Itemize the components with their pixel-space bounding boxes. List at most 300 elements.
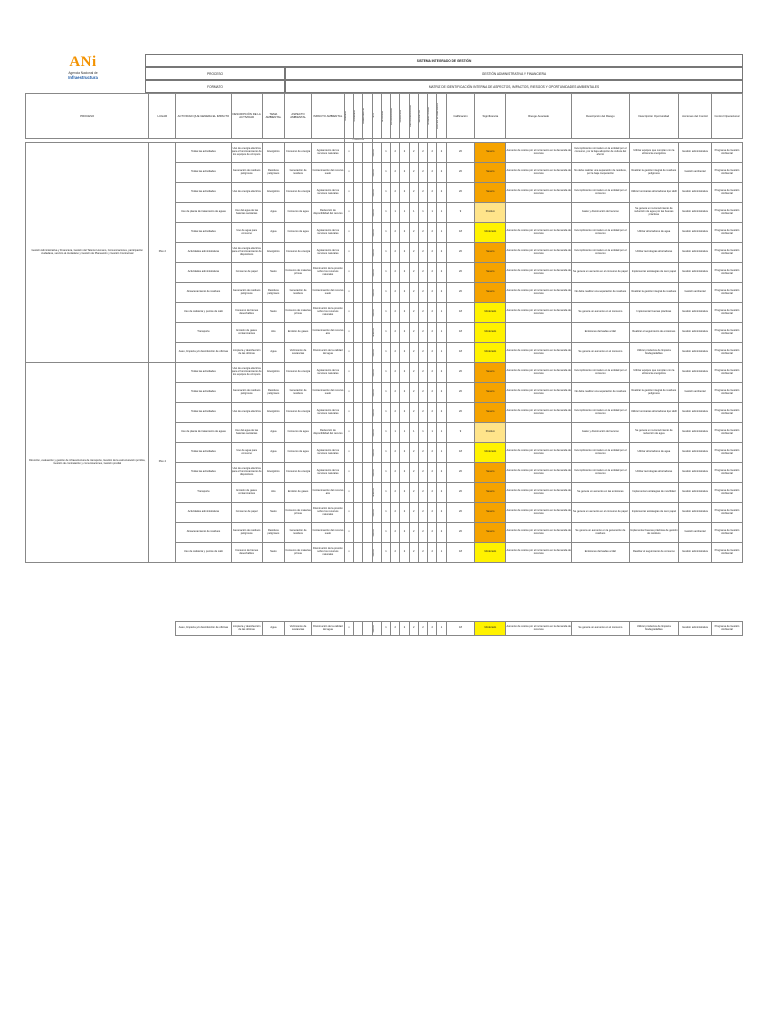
control-cell: Programa de Gestión Ambiental [711, 303, 742, 323]
responsable-cell: Gestión ambiental [679, 283, 712, 303]
control-cell: Programa de Gestión Ambiental [711, 543, 742, 563]
tipo-cell: Directo [372, 183, 381, 203]
responsable-cell: Gestión administrativa [679, 363, 712, 383]
aspect-cell: Consumo de materias primas [285, 263, 312, 283]
riesgo-cell [506, 323, 572, 343]
tipo-cell: Directo [372, 343, 381, 363]
score-cell: 2 [418, 443, 427, 463]
aspect-cell: Consumo de materias primas [285, 303, 312, 323]
score-cell: 2 [400, 163, 409, 183]
score-cell: 2 [400, 483, 409, 503]
tipo-cell: Directo [372, 503, 381, 523]
activity-cell: Todas las actividades [176, 443, 232, 463]
significancia-cell: Severo [475, 383, 506, 403]
riesgo-cell: Aumento de costos por el incremento en la demanda de recursos [506, 163, 572, 183]
calificacion-cell: 9 [446, 203, 475, 223]
normal-cell: x [344, 483, 353, 503]
score-cell: 2 [428, 223, 437, 243]
normal-cell: x [344, 243, 353, 263]
responsable-cell: Gestión ambiental [679, 163, 712, 183]
activity-cell: Transporte [176, 323, 232, 343]
desc-oportunidad-cell: Realizar la gestión integral de residuos [629, 283, 678, 303]
theme-cell: Agua [262, 443, 285, 463]
anormal-cell [354, 303, 363, 323]
emergencia-cell [363, 183, 372, 203]
col-tema: TEMA AMBIENTAL [262, 94, 285, 139]
score-cell: 2 [409, 223, 418, 243]
normal-cell: x [344, 143, 353, 163]
score-cell: 2 [418, 343, 427, 363]
score-cell: 2 [409, 323, 418, 343]
significancia-cell: Severo [475, 283, 506, 303]
theme-cell: Energético [262, 363, 285, 383]
emergencia-cell [363, 383, 372, 403]
desc-riesgo-cell: No debe realizar una separación de residuos [572, 283, 630, 303]
description-cell: Emisión de gases contaminantes [231, 323, 262, 343]
score-cell: 2 [428, 363, 437, 383]
calificacion-cell: 20 [446, 163, 475, 183]
score-cell: 2 [391, 283, 400, 303]
desc-riesgo-cell: Incumplimiento normativo en la entidad por el consumo [572, 463, 630, 483]
col-alcance: ALCANCE [381, 94, 390, 139]
anormal-cell [354, 403, 363, 423]
calificacion-cell: 18 [446, 303, 475, 323]
col-duracion: DURACIÓN [400, 94, 409, 139]
calificacion-cell: 20 [446, 383, 475, 403]
score-cell: 1 [437, 303, 446, 323]
anormal-cell [354, 523, 363, 543]
score-cell: 2 [418, 163, 427, 183]
aspect-cell: Consumo de energía [285, 463, 312, 483]
description-cell: Consumo de bienes desechables [231, 543, 262, 563]
score-cell: 1 [391, 423, 400, 443]
activity-cell: Actividades administrativas [176, 263, 232, 283]
emergencia-cell [363, 403, 372, 423]
score-cell: 2 [428, 323, 437, 343]
impact-cell: Reducción de disponibilidad del recurso [311, 423, 344, 443]
score-cell: 2 [409, 483, 418, 503]
impact-cell: Agotamiento de los recursos naturales [311, 183, 344, 203]
riesgo-cell: Aumento de costos por el incremento en la demanda de recursos [506, 543, 572, 563]
logo-mark: ANi [69, 54, 97, 70]
col-aspecto: ASPECTO AMBIENTAL [285, 94, 312, 139]
desc-riesgo-cell: Emisiones derivadas a GEI [572, 323, 630, 343]
score-cell: 1 [418, 203, 427, 223]
theme-cell: Agua [262, 423, 285, 443]
aspect-cell: Vertimiento de sustancias [285, 622, 312, 636]
control-cell: Programa de Gestión Ambiental [711, 163, 742, 183]
emergencia-cell [363, 503, 372, 523]
responsable-cell: Gestión administrativa [679, 503, 712, 523]
theme-cell: Energético [262, 463, 285, 483]
desc-riesgo-cell: Incumplimiento normativo en la entidad por el consumo [572, 223, 630, 243]
description-cell: Consumo de bienes desechables [231, 303, 262, 323]
col-control: Control Operacional [711, 94, 742, 139]
score-cell: 2 [437, 383, 446, 403]
score-cell: 2 [437, 163, 446, 183]
impact-cell: Disminución de la presión sobre los recursos naturales [311, 263, 344, 283]
col-normatividad: NORMATIVIDAD [428, 94, 437, 139]
score-cell: 2 [437, 463, 446, 483]
normal-cell: x [344, 263, 353, 283]
score-cell: 2 [400, 543, 409, 563]
riesgo-cell [506, 423, 572, 443]
desc-oportunidad-cell: Utilizar equipos que cumplan con la eficiencia energética [629, 363, 678, 383]
score-cell: 2 [409, 543, 418, 563]
score-cell: 2 [418, 523, 427, 543]
desc-riesgo-cell: Se genera un aumento en las emisiones [572, 483, 630, 503]
desc-riesgo-cell: Incumplimiento normativo en la entidad por el consumo, por la baja adopción de cultura del ahorro [572, 143, 630, 163]
score-cell: 2 [418, 183, 427, 203]
score-cell: 2 [437, 403, 446, 423]
aspect-cell: Consumo de materias primas [285, 543, 312, 563]
emergencia-cell [363, 303, 372, 323]
score-cell: 2 [391, 463, 400, 483]
score-cell: 2 [409, 283, 418, 303]
calificacion-cell: 9 [446, 423, 475, 443]
score-cell: 2 [418, 263, 427, 283]
significancia-cell: Severo [475, 363, 506, 383]
description-cell: Uso de agua para consumo [231, 223, 262, 243]
impact-cell: Contaminación del recurso suelo [311, 383, 344, 403]
score-cell: 2 [400, 183, 409, 203]
desc-riesgo-cell: Se genera un aumento en la generación de residuos [572, 523, 630, 543]
score-cell: 2 [418, 223, 427, 243]
desc-riesgo-cell: Gasto y disminución del recurso [572, 203, 630, 223]
aspect-cell: Consumo de agua [285, 423, 312, 443]
normal-cell: x [344, 622, 353, 636]
description-cell: Emisión de gases contaminantes [231, 483, 262, 503]
score-cell: 1 [400, 423, 409, 443]
responsable-cell: Gestión administrativa [679, 343, 712, 363]
responsable-cell: Gestión administrativa [679, 263, 712, 283]
activity-cell: Uso de planta de tratamiento de aguas [176, 203, 232, 223]
anormal-cell [354, 383, 363, 403]
score-cell: 2 [391, 543, 400, 563]
score-cell: 2 [418, 363, 427, 383]
description-cell: Uso de agua para consumo [231, 443, 262, 463]
aspect-cell: Consumo de energía [285, 363, 312, 383]
score-cell: 2 [418, 483, 427, 503]
desc-oportunidad-cell: Utilizar tecnologías ahorradoras [629, 463, 678, 483]
tipo-cell: Directo [372, 622, 381, 636]
format-value: MATRIZ DE IDENTIFICACIÓN INTERNA DE ASPECTOS, IMPACTOS, RIESGOS Y OPORTUNIDADES AMBIENTALES [285, 80, 743, 93]
score-cell: 1 [381, 383, 390, 403]
score-cell: 1 [418, 423, 427, 443]
description-cell: Uso de energía eléctrica para el funcionamiento de dispositivos [231, 243, 262, 263]
significancia-cell: Moderado [475, 443, 506, 463]
col-desc-oportunidad: Descripción Oportunidad [629, 94, 678, 139]
theme-cell: Agua [262, 223, 285, 243]
score-cell: 2 [391, 343, 400, 363]
score-cell: 2 [437, 483, 446, 503]
aspects-matrix-table [25, 93, 743, 636]
score-cell: 2 [409, 523, 418, 543]
desc-riesgo-cell: Se genera un aumento en el consumo de papel [572, 263, 630, 283]
calificacion-cell: 18 [446, 443, 475, 463]
impact-cell: Contaminación del recurso aire [311, 323, 344, 343]
anormal-cell [354, 423, 363, 443]
aspect-cell: Consumo de energía [285, 143, 312, 163]
activity-cell: Actividades administrativas [176, 243, 232, 263]
impact-cell: Agotamiento de los recursos naturales [311, 363, 344, 383]
score-cell: 2 [409, 143, 418, 163]
calificacion-cell: 18 [446, 622, 475, 636]
score-cell: 2 [400, 223, 409, 243]
logo-line-2: Infraestructura [68, 75, 98, 80]
tipo-cell: Directo [372, 363, 381, 383]
aspect-cell: Consumo de energía [285, 403, 312, 423]
score-cell: 1 [381, 543, 390, 563]
score-cell: 1 [381, 163, 390, 183]
riesgo-cell: Aumento de costos por el incremento en la demanda de recursos [506, 622, 572, 636]
significancia-cell: Positivo [475, 203, 506, 223]
score-cell: 2 [391, 523, 400, 543]
score-cell: 2 [391, 143, 400, 163]
activity-cell: Uso de cafetería y puntos de café [176, 303, 232, 323]
theme-cell: Energético [262, 183, 285, 203]
aspect-cell: Consumo de agua [285, 203, 312, 223]
col-desc-riesgo: Descripción del Riesgo [572, 94, 630, 139]
control-cell: Programa de Gestión Ambiental [711, 403, 742, 423]
emergencia-cell [363, 343, 372, 363]
calificacion-cell: 20 [446, 243, 475, 263]
tipo-cell: Directo [372, 303, 381, 323]
anormal-cell [354, 463, 363, 483]
desc-oportunidad-cell: Utilizar luminarias ahorradoras tipo LED [629, 403, 678, 423]
significancia-cell: Severo [475, 503, 506, 523]
score-cell: 2 [418, 303, 427, 323]
anormal-cell [354, 203, 363, 223]
score-cell: 2 [391, 622, 400, 636]
responsable-cell: Gestión administrativa [679, 223, 712, 243]
riesgo-cell: Aumento de costos por el incremento en la demanda de recursos [506, 443, 572, 463]
score-cell: 1 [381, 203, 390, 223]
score-cell: 2 [391, 323, 400, 343]
control-cell: Programa de Gestión Ambiental [711, 203, 742, 223]
desc-oportunidad-cell: Realizar la gestión integral de residuos peligrosos [629, 383, 678, 403]
riesgo-cell: Aumento de costos por el incremento en la demanda de recursos [506, 363, 572, 383]
score-cell: 2 [409, 403, 418, 423]
riesgo-cell: Aumento de costos por el incremento en la demanda de recursos [506, 283, 572, 303]
riesgo-cell: Aumento de costos por el incremento en la demanda de recursos [506, 263, 572, 283]
score-cell: 2 [428, 403, 437, 423]
score-cell: 2 [428, 503, 437, 523]
calificacion-cell: 18 [446, 543, 475, 563]
emergencia-cell [363, 622, 372, 636]
score-cell: 2 [418, 283, 427, 303]
col-lugar: LUGAR [149, 94, 176, 139]
score-cell: 1 [428, 423, 437, 443]
significancia-cell: Severo [475, 263, 506, 283]
score-cell: 2 [409, 383, 418, 403]
activity-cell: Todas las actividades [176, 383, 232, 403]
responsable-cell: Gestión administrativa [679, 403, 712, 423]
impact-cell: Disminución de la presión sobre los recursos naturales [311, 303, 344, 323]
control-cell: Programa de Gestión Ambiental [711, 263, 742, 283]
score-cell: 2 [418, 243, 427, 263]
calificacion-cell: 20 [446, 483, 475, 503]
score-cell: 2 [409, 363, 418, 383]
theme-cell: Energético [262, 243, 285, 263]
score-cell: 1 [381, 323, 390, 343]
calificacion-cell: 20 [446, 183, 475, 203]
score-cell: 2 [428, 143, 437, 163]
activity-cell: Todas las actividades [176, 223, 232, 243]
impact-cell: Agotamiento de los recursos naturales [311, 403, 344, 423]
normal-cell: x [344, 383, 353, 403]
desc-riesgo-cell: Incumplimiento normativo en la entidad por el consumo [572, 243, 630, 263]
score-cell: 2 [428, 163, 437, 183]
column-header-row [26, 94, 743, 139]
description-cell: Limpieza y desinfección de las oficinas [231, 343, 262, 363]
anormal-cell [354, 323, 363, 343]
score-cell: 1 [381, 343, 390, 363]
aspect-cell: Emisión de gases [285, 323, 312, 343]
col-partes: PARTES INTERESADAS [437, 94, 446, 139]
score-cell: 2 [400, 463, 409, 483]
impact-cell: Agotamiento de los recursos naturales [311, 443, 344, 463]
anormal-cell [354, 243, 363, 263]
emergencia-cell [363, 143, 372, 163]
calificacion-cell: 20 [446, 523, 475, 543]
calificacion-cell: 20 [446, 363, 475, 383]
tipo-cell: Directo [372, 463, 381, 483]
description-cell: Consumo de papel [231, 263, 262, 283]
riesgo-cell: Aumento de costos por el incremento en la demanda de recursos [506, 383, 572, 403]
riesgo-cell: Aumento de costos por el incremento en la demanda de recursos [506, 223, 572, 243]
description-cell: Uso de energía eléctrica para el funcionamiento de los equipos de cómputo [231, 363, 262, 383]
score-cell: 2 [409, 622, 418, 636]
responsable-cell: Gestión administrativa [679, 203, 712, 223]
control-cell: Programa de Gestión Ambiental [711, 323, 742, 343]
proceso-cell: Dirección, evaluación y gestión de infraestructura de transporte, Gestión de la estructuración jurídica, Gestión de contratación y comunicaciones, Gestión predial [26, 363, 149, 563]
score-cell: 1 [437, 622, 446, 636]
score-cell: 2 [418, 323, 427, 343]
lugar-cell: Piso 2 [149, 143, 176, 363]
responsable-cell: Gestión administrativa [679, 183, 712, 203]
aspect-cell: Generación de residuos [285, 523, 312, 543]
aspect-cell: Consumo de energía [285, 183, 312, 203]
theme-cell: Suelo [262, 303, 285, 323]
calificacion-cell: 18 [446, 323, 475, 343]
tipo-cell: Indirecto [372, 323, 381, 343]
riesgo-cell: Aumento de costos por el incremento en la demanda de recursos [506, 183, 572, 203]
score-cell: 1 [381, 263, 390, 283]
description-cell: Consumo de papel [231, 503, 262, 523]
normal-cell: x [344, 443, 353, 463]
theme-cell: Suelo [262, 543, 285, 563]
score-cell: 2 [437, 523, 446, 543]
score-cell: 2 [428, 383, 437, 403]
theme-cell: Residuos peligrosos [262, 163, 285, 183]
anormal-cell [354, 283, 363, 303]
score-cell: 1 [381, 423, 390, 443]
score-cell: 1 [400, 203, 409, 223]
tipo-cell: Directo [372, 223, 381, 243]
significancia-cell: Moderado [475, 343, 506, 363]
desc-oportunidad-cell: Implementar estrategias de movilidad [629, 483, 678, 503]
col-probabilidad: PROBABILIDAD [391, 94, 400, 139]
score-cell: 1 [409, 423, 418, 443]
normal-cell: x [344, 363, 353, 383]
significancia-cell: Moderado [475, 223, 506, 243]
score-cell: 2 [391, 303, 400, 323]
desc-riesgo-cell: Incumplimiento normativo en la entidad por el consumo [572, 183, 630, 203]
score-cell: 2 [400, 363, 409, 383]
score-cell: 2 [391, 443, 400, 463]
normal-cell: x [344, 203, 353, 223]
control-cell: Programa de Gestión Ambiental [711, 243, 742, 263]
riesgo-cell: Aumento de costos por el incremento en la demanda de recursos [506, 143, 572, 163]
impact-cell: Contaminación del recurso suelo [311, 523, 344, 543]
description-cell: Uso de energía eléctrica para el funcionamiento de los equipos de cómputo [231, 143, 262, 163]
emergencia-cell [363, 483, 372, 503]
score-cell: 1 [381, 622, 390, 636]
score-cell: 2 [391, 483, 400, 503]
table-row [26, 363, 743, 383]
aspect-cell: Consumo de materias primas [285, 503, 312, 523]
score-cell: 1 [381, 223, 390, 243]
desc-oportunidad-cell: Utilizar productos de limpieza biodegradables [629, 622, 678, 636]
tipo-cell: Directo [372, 283, 381, 303]
normal-cell: x [344, 463, 353, 483]
theme-cell: Residuos peligrosos [262, 383, 285, 403]
theme-cell: Aire [262, 483, 285, 503]
col-riesgo: Riesgo Asociado [506, 94, 572, 139]
score-cell: 2 [428, 622, 437, 636]
score-cell: 2 [428, 543, 437, 563]
emergencia-cell [363, 443, 372, 463]
impact-cell: Agotamiento de los recursos naturales [311, 223, 344, 243]
control-cell: Programa de Gestión Ambiental [711, 183, 742, 203]
normal-cell: x [344, 543, 353, 563]
theme-cell: Suelo [262, 503, 285, 523]
score-cell: 1 [437, 343, 446, 363]
activity-cell: Todas las actividades [176, 183, 232, 203]
score-cell: 2 [391, 183, 400, 203]
col-descripcion: DESCRIPCIÓN DE LA ACTIVIDAD [231, 94, 262, 139]
desc-oportunidad-cell: Realizar el seguimiento de consumo [629, 543, 678, 563]
score-cell: 2 [400, 303, 409, 323]
activity-cell: Almacenamiento de residuos [176, 283, 232, 303]
process-value: GESTIÓN ADMINISTRATIVA Y FINANCIERA [285, 67, 743, 80]
tipo-cell: Directo [372, 263, 381, 283]
description-cell: Uso del agua de las baterías sanitarias [231, 203, 262, 223]
score-cell: 2 [437, 283, 446, 303]
score-cell: 2 [428, 483, 437, 503]
col-normal: NORMAL [344, 94, 353, 139]
significancia-cell: Severo [475, 483, 506, 503]
score-cell: 1 [428, 203, 437, 223]
significancia-cell: Severo [475, 163, 506, 183]
col-emergencia: EMERGENCIA [363, 94, 372, 139]
desc-oportunidad-cell: Utilizar equipos que cumplan con la eficiencia energética [629, 143, 678, 163]
riesgo-cell: Aumento de costos por el incremento en la demanda de recursos [506, 463, 572, 483]
riesgo-cell: Aumento de costos por el incremento en la demanda de recursos [506, 243, 572, 263]
calificacion-cell: 18 [446, 223, 475, 243]
tipo-cell: Directo [372, 543, 381, 563]
score-cell: 2 [428, 463, 437, 483]
score-cell: 2 [409, 463, 418, 483]
activity-cell: Actividades administrativas [176, 503, 232, 523]
desc-oportunidad-cell: Realizar el seguimiento de emisiones [629, 323, 678, 343]
lugar-cell: Piso 4 [149, 363, 176, 563]
desc-riesgo-cell: Incumplimiento normativo en la entidad por el consumo [572, 363, 630, 383]
calificacion-cell: 20 [446, 403, 475, 423]
significancia-cell: Moderado [475, 303, 506, 323]
theme-cell: Suelo [262, 263, 285, 283]
